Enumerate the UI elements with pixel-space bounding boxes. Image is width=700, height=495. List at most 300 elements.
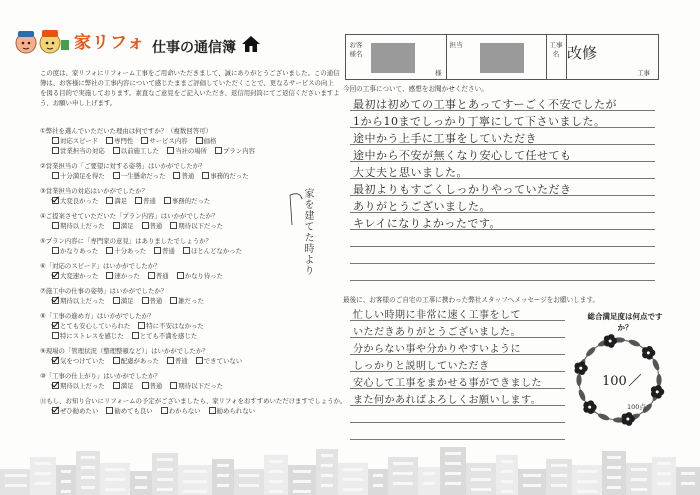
answer-checkbox[interactable]	[142, 222, 163, 230]
building-window	[61, 470, 71, 473]
answer-checkbox[interactable]	[148, 272, 169, 280]
building-window	[577, 490, 597, 493]
checkmark-icon	[52, 297, 59, 304]
customer-info-table	[345, 34, 659, 80]
answer-label: 普通	[143, 197, 156, 205]
building-shape	[234, 469, 264, 495]
page-title: 仕事の通信簿	[152, 40, 236, 56]
answer-label: 満足	[120, 297, 134, 305]
handwritten-line: 最初は初めての工事とあってすーごく不安でしたが	[353, 98, 618, 111]
answer-checkbox[interactable]	[106, 272, 140, 280]
answer-label: 一生懸命だった	[120, 172, 166, 180]
building-window	[321, 474, 333, 477]
town-skyline-illustration	[0, 435, 700, 495]
option-row	[40, 381, 280, 391]
score-divider	[629, 374, 641, 386]
answer-label: 特に不安はなかった	[146, 322, 204, 330]
answer-label: 普通	[162, 247, 175, 255]
checkbox-icon	[142, 222, 149, 229]
answer-label: 専門性	[114, 137, 134, 145]
building-window	[393, 462, 413, 465]
comments-prompt: 今回の工事について、感想をお聞かせください。	[343, 85, 488, 93]
answer-label: 価格	[203, 137, 217, 145]
question-10	[40, 371, 280, 391]
answer-checkbox[interactable]	[177, 272, 223, 280]
handwritten-line: 安心して工事をまかせる事ができました	[353, 378, 542, 389]
checkbox-icon	[154, 247, 161, 254]
building-window	[445, 482, 461, 485]
building-window	[631, 488, 647, 491]
question-title: ⑩「工事の仕上がり」はいかがでしたか？	[40, 372, 161, 380]
checkbox-icon	[113, 357, 120, 364]
building-window	[657, 482, 671, 485]
checkbox-icon	[52, 137, 59, 144]
answer-label: 期待以上だった	[60, 297, 105, 305]
wreath-leaf	[577, 389, 586, 402]
checkbox-icon	[167, 147, 174, 154]
building-window	[135, 486, 147, 489]
answer-checkbox[interactable]	[209, 407, 255, 415]
answer-checkbox[interactable]	[52, 147, 105, 155]
checkbox-icon	[52, 147, 59, 154]
satisfaction-score: 100	[602, 374, 627, 389]
answer-checkbox[interactable]	[196, 357, 242, 365]
checkbox-icon	[106, 407, 113, 414]
handwritten-line: キレイになりよかったです。	[353, 217, 501, 230]
question-title: ④ご提案させていただいた「プラン内容」はいかがでしたか？	[40, 212, 219, 220]
building-window	[105, 478, 125, 481]
building-window	[657, 462, 671, 465]
checkbox-icon	[215, 147, 222, 154]
question-title: ⑨現場の「管理状況（整理整頓など）」はいかがでしたか？	[40, 347, 209, 355]
building-window	[657, 472, 671, 475]
answer-checkbox[interactable]	[183, 247, 242, 255]
building-window	[607, 466, 621, 469]
ruled-line	[350, 263, 655, 264]
building-shape	[518, 469, 546, 495]
option-row	[40, 221, 280, 231]
building-window	[551, 484, 567, 487]
building-window	[631, 468, 647, 471]
answer-checkbox[interactable]	[52, 172, 105, 180]
answer-label: 十分あった	[114, 247, 147, 255]
building-window	[135, 476, 147, 479]
intro-text: この度は、家リフォにリフォーム工事をご用命いただきまして、誠にありがとうございました。この通信簿は、お客様に弊社の工事内容について感じたままご評価していただくことで、更なるサービスの向上を図る目的で実施しております。素直なご意見をご記入いただき、返信用封筒にてご返信くださいますよう、お願い申し上げます。	[40, 69, 340, 107]
house-icon	[241, 35, 261, 53]
answer-label: 満足	[120, 222, 134, 230]
answer-label: 大変速かった	[60, 272, 99, 280]
answer-label: ぜひ勧めたい	[60, 407, 99, 415]
answer-checkbox[interactable]	[52, 357, 105, 365]
building-window	[157, 468, 173, 471]
building-window	[501, 470, 513, 473]
flower-icon	[642, 346, 655, 360]
building-window	[269, 460, 283, 463]
answer-checkbox[interactable]	[113, 172, 166, 180]
building-window	[81, 456, 95, 459]
answer-checkbox[interactable]	[52, 247, 98, 255]
answer-checkbox[interactable]	[161, 407, 201, 415]
answer-label: 勧められない	[216, 407, 255, 415]
wreath-leaf	[576, 374, 581, 386]
checkbox-icon	[142, 297, 149, 304]
building-window	[293, 480, 311, 483]
checkbox-icon	[148, 272, 155, 279]
handwritten-line: 1から10までしっかり丁寧にして下さいました。	[353, 115, 606, 128]
checkbox-icon	[196, 357, 203, 364]
wreath-leaf	[628, 338, 641, 347]
building-window	[551, 464, 567, 467]
building-window	[217, 484, 229, 487]
building-window	[269, 480, 283, 483]
building-window	[239, 474, 259, 477]
answer-label: 雑だった	[178, 297, 204, 305]
handwritten-line: 途中から不安が無くなり安心して任せても	[353, 149, 572, 162]
wreath-leaf	[651, 358, 660, 371]
checkmark-icon	[52, 272, 59, 279]
checkbox-icon	[106, 247, 113, 254]
honorific: 様	[435, 69, 442, 77]
answer-label: 普通	[175, 357, 188, 365]
answer-checkbox[interactable]	[215, 147, 255, 155]
question-title: ⑥「対応のスピード」はいかがでしたか？	[40, 262, 161, 270]
building-window	[269, 490, 283, 493]
answer-label: 以前施工した	[120, 147, 160, 155]
handwritten-line: 最初よりもすごくしっかりやっていただき	[353, 183, 572, 196]
building-window	[631, 478, 647, 481]
staff-message-prompt: 最後に、お客様のご自宅の工事に携わった弊社スタッフへメッセージをお願いします。	[343, 296, 600, 304]
brand-logo-text: 家リフォ	[74, 33, 146, 53]
building-window	[393, 472, 413, 475]
satisfaction-max: 100点	[627, 403, 646, 411]
answer-checkbox[interactable]	[167, 147, 207, 155]
checkbox-icon	[196, 137, 203, 144]
checkbox-icon	[113, 172, 120, 179]
answer-checkbox[interactable]	[52, 382, 105, 390]
answer-checkbox[interactable]	[52, 322, 130, 330]
checkbox-icon	[209, 407, 216, 414]
answer-checkbox[interactable]	[52, 137, 98, 145]
handwritten-line: 分からない事や分かりやすいように	[353, 344, 521, 355]
building-window	[373, 474, 383, 477]
answer-label: 大変良かった	[60, 197, 99, 205]
answer-label: サービス内容	[149, 137, 188, 145]
answer-label: プラン内容	[223, 147, 255, 155]
building-window	[681, 482, 695, 485]
checkbox-icon	[170, 222, 177, 229]
checkmark-icon	[52, 357, 59, 364]
building-window	[471, 468, 491, 471]
answer-label: 気をつけていた	[60, 357, 105, 365]
answer-checkbox[interactable]	[132, 332, 198, 340]
answer-checkbox[interactable]	[141, 137, 187, 145]
checkbox-icon	[142, 382, 149, 389]
answer-checkbox[interactable]	[113, 382, 134, 390]
checkbox-icon	[106, 137, 113, 144]
building-window	[423, 482, 435, 485]
answer-checkbox[interactable]	[106, 137, 133, 145]
building-window	[373, 484, 383, 487]
answer-checkbox[interactable]	[106, 247, 146, 255]
question-title: ⑤プラン内容に「専門家の意見」はありましたでしょうか？	[40, 237, 212, 245]
answer-label: 期待以下だった	[178, 382, 224, 390]
option-row	[40, 296, 280, 306]
answer-label: とても不満を感じた	[139, 332, 198, 340]
building-window	[239, 484, 259, 487]
building-shape	[0, 469, 32, 495]
checkbox-icon	[183, 247, 190, 254]
answer-label: 勧めても良い	[114, 407, 153, 415]
question-9	[40, 346, 280, 366]
answer-label: 普通	[149, 297, 163, 305]
building-window	[35, 482, 51, 485]
answer-checkbox[interactable]	[52, 332, 124, 340]
answer-label: 普通	[181, 172, 195, 180]
option-row	[40, 271, 280, 281]
question-6	[40, 261, 280, 281]
checkbox-icon	[113, 147, 120, 154]
answer-checkbox[interactable]	[170, 297, 204, 305]
building-shape	[676, 467, 700, 495]
answer-checkbox[interactable]	[196, 137, 217, 145]
building-window	[269, 470, 283, 473]
wreath-leaf	[656, 374, 661, 386]
building-window	[445, 452, 461, 455]
building-window	[293, 470, 311, 473]
question-8	[40, 311, 280, 341]
building-window	[157, 458, 173, 461]
building-window	[501, 490, 513, 493]
customer-name-redacted	[371, 43, 415, 73]
building-window	[681, 472, 695, 475]
option-row	[40, 356, 280, 366]
answer-label: 配慮があった	[120, 357, 160, 365]
answer-checkbox[interactable]	[135, 197, 156, 205]
building-window	[183, 490, 207, 493]
building-window	[607, 476, 621, 479]
answer-label: わからない	[168, 407, 201, 415]
building-window	[501, 480, 513, 483]
flower-icon	[574, 361, 587, 375]
option-row	[40, 196, 280, 206]
handwritten-line: いただきありがとうございました。	[353, 327, 521, 338]
building-window	[183, 470, 207, 473]
building-window	[293, 490, 311, 493]
building-window	[577, 480, 597, 483]
handwritten-line: 大丈夫と思いました。	[353, 166, 468, 179]
answer-checkbox[interactable]	[106, 197, 127, 205]
checkbox-icon	[113, 382, 120, 389]
question-title: ⑧「工事の進め方」はいかがでしたか？	[40, 312, 155, 320]
answer-checkbox[interactable]	[52, 222, 105, 230]
answer-label: 事務的だった	[210, 172, 249, 180]
option-row	[40, 246, 280, 256]
construction-label: 工事名	[549, 41, 563, 58]
building-window	[577, 470, 597, 473]
answer-label: 営業担当の対応	[60, 147, 105, 155]
answer-label: 事務的だった	[171, 197, 211, 205]
checkbox-icon	[52, 332, 59, 339]
building-window	[183, 480, 207, 483]
building-window	[445, 472, 461, 475]
answer-checkbox[interactable]	[170, 222, 223, 230]
customer-name-label: お客様名	[349, 41, 363, 58]
answer-label: 速かった	[114, 272, 140, 280]
question-1	[40, 126, 280, 156]
answer-checkbox[interactable]	[113, 357, 159, 365]
answer-label: ほとんどなかった	[190, 247, 243, 255]
answer-checkbox[interactable]	[164, 197, 210, 205]
building-window	[105, 468, 125, 471]
checkbox-icon	[135, 197, 142, 204]
handwritten-line: 忙しい時期に非常に速く工事をして	[353, 310, 521, 321]
building-shape	[130, 471, 152, 495]
ruled-line	[350, 246, 655, 247]
answer-label: 期待以下だった	[178, 222, 224, 230]
handwritten-line: ありがとうございました。	[353, 200, 491, 213]
building-window	[471, 488, 491, 491]
answer-label: かなり待った	[184, 272, 224, 280]
answer-checkbox[interactable]	[154, 247, 175, 255]
handwritten-line: しっかりと説明していただき	[353, 361, 490, 372]
building-window	[35, 462, 51, 465]
handwritten-line: また何かあればよろしくお願いします。	[353, 395, 542, 406]
flower-icon	[622, 412, 635, 426]
building-window	[35, 472, 51, 475]
building-shape	[368, 469, 388, 495]
answer-label: 普通	[149, 222, 163, 230]
building-window	[393, 482, 413, 485]
answer-label: 十分満足を得た	[60, 172, 105, 180]
question-title: ③営業担当の対応はいかがでしたか？	[40, 187, 148, 195]
answer-checkbox[interactable]	[52, 197, 98, 205]
building-window	[61, 490, 71, 493]
building-window	[471, 478, 491, 481]
checkbox-icon	[106, 272, 113, 279]
building-window	[551, 474, 567, 477]
building-window	[81, 486, 95, 489]
checkbox-icon	[52, 247, 59, 254]
checkbox-icon	[132, 332, 139, 339]
option-row	[40, 331, 280, 341]
building-window	[607, 456, 621, 459]
building-window	[343, 488, 363, 491]
option-row	[40, 136, 280, 146]
question-title: ①弊社を選んでいただいた理由は何ですか？（複数回答可）	[40, 127, 212, 135]
satisfaction-label: 総合満足度は何点ですか？	[587, 312, 663, 332]
answer-label: 対応スピード	[60, 137, 99, 145]
building-shape	[418, 467, 440, 495]
building-window	[523, 484, 541, 487]
staff-cell	[446, 35, 547, 79]
building-window	[343, 478, 363, 481]
side-note: 家を建てた時より	[302, 188, 313, 276]
checkbox-icon	[113, 297, 120, 304]
answer-checkbox[interactable]	[138, 322, 204, 330]
construction-cell	[546, 35, 657, 79]
answer-checkbox[interactable]	[113, 147, 159, 155]
option-row	[40, 321, 280, 331]
answer-checkbox[interactable]	[170, 382, 223, 390]
answer-label: 普通	[155, 272, 169, 280]
staff-name-redacted	[480, 43, 524, 73]
answer-label: とても安心していられた	[60, 322, 131, 330]
building-window	[217, 474, 229, 477]
answer-label: 満足	[114, 197, 128, 205]
building-window	[501, 460, 513, 463]
answer-label: 期待以上だった	[60, 222, 105, 230]
answer-label: 普通	[149, 382, 163, 390]
checkbox-icon	[173, 172, 180, 179]
checkbox-icon	[52, 172, 59, 179]
building-window	[423, 472, 435, 475]
building-window	[523, 474, 541, 477]
answer-checkbox[interactable]	[52, 297, 105, 305]
checkbox-icon	[138, 322, 145, 329]
answer-label: かなりあった	[60, 247, 99, 255]
answer-label: 期待以上だった	[60, 382, 105, 390]
flower-icon	[604, 334, 617, 348]
staff-label: 担当	[449, 41, 463, 49]
building-window	[61, 480, 71, 483]
answer-checkbox[interactable]	[52, 407, 98, 415]
building-window	[105, 488, 125, 491]
building-window	[607, 486, 621, 489]
answer-checkbox[interactable]	[142, 382, 163, 390]
answer-label: できていない	[203, 357, 243, 365]
answer-label: 当社の場所	[175, 147, 208, 155]
answer-checkbox[interactable]	[167, 357, 188, 365]
checkbox-icon	[170, 297, 177, 304]
answer-label: 特にストレスを感じた	[60, 332, 124, 340]
building-window	[321, 464, 333, 467]
answer-checkbox[interactable]	[202, 172, 248, 180]
building-window	[5, 474, 27, 477]
checkbox-icon	[106, 197, 113, 204]
construction-name-value: 改修	[567, 44, 598, 62]
answer-checkbox[interactable]	[52, 272, 98, 280]
answer-checkbox[interactable]	[173, 172, 194, 180]
checkbox-icon	[202, 172, 209, 179]
checkbox-icon	[113, 222, 120, 229]
building-window	[445, 462, 461, 465]
ruled-line	[350, 280, 655, 281]
customer-name-cell	[346, 35, 447, 79]
question-4	[40, 211, 280, 231]
checkbox-icon	[141, 137, 148, 144]
answer-checkbox[interactable]	[113, 297, 134, 305]
answer-checkbox[interactable]	[113, 222, 134, 230]
question-11	[40, 396, 347, 416]
question-3	[40, 186, 280, 206]
question-5	[40, 236, 280, 256]
answer-checkbox[interactable]	[142, 297, 163, 305]
building-window	[81, 466, 95, 469]
building-window	[343, 468, 363, 471]
wreath-leaf	[597, 412, 610, 421]
checkbox-icon	[52, 222, 59, 229]
building-window	[157, 488, 173, 491]
checkmark-icon	[52, 382, 59, 389]
checkmark-icon	[52, 197, 59, 204]
answer-checkbox[interactable]	[106, 407, 152, 415]
mascot-logo	[14, 26, 70, 56]
building-window	[81, 476, 95, 479]
ruled-line	[350, 422, 565, 423]
question-7	[40, 286, 280, 306]
building-window	[321, 484, 333, 487]
checkbox-icon	[170, 382, 177, 389]
